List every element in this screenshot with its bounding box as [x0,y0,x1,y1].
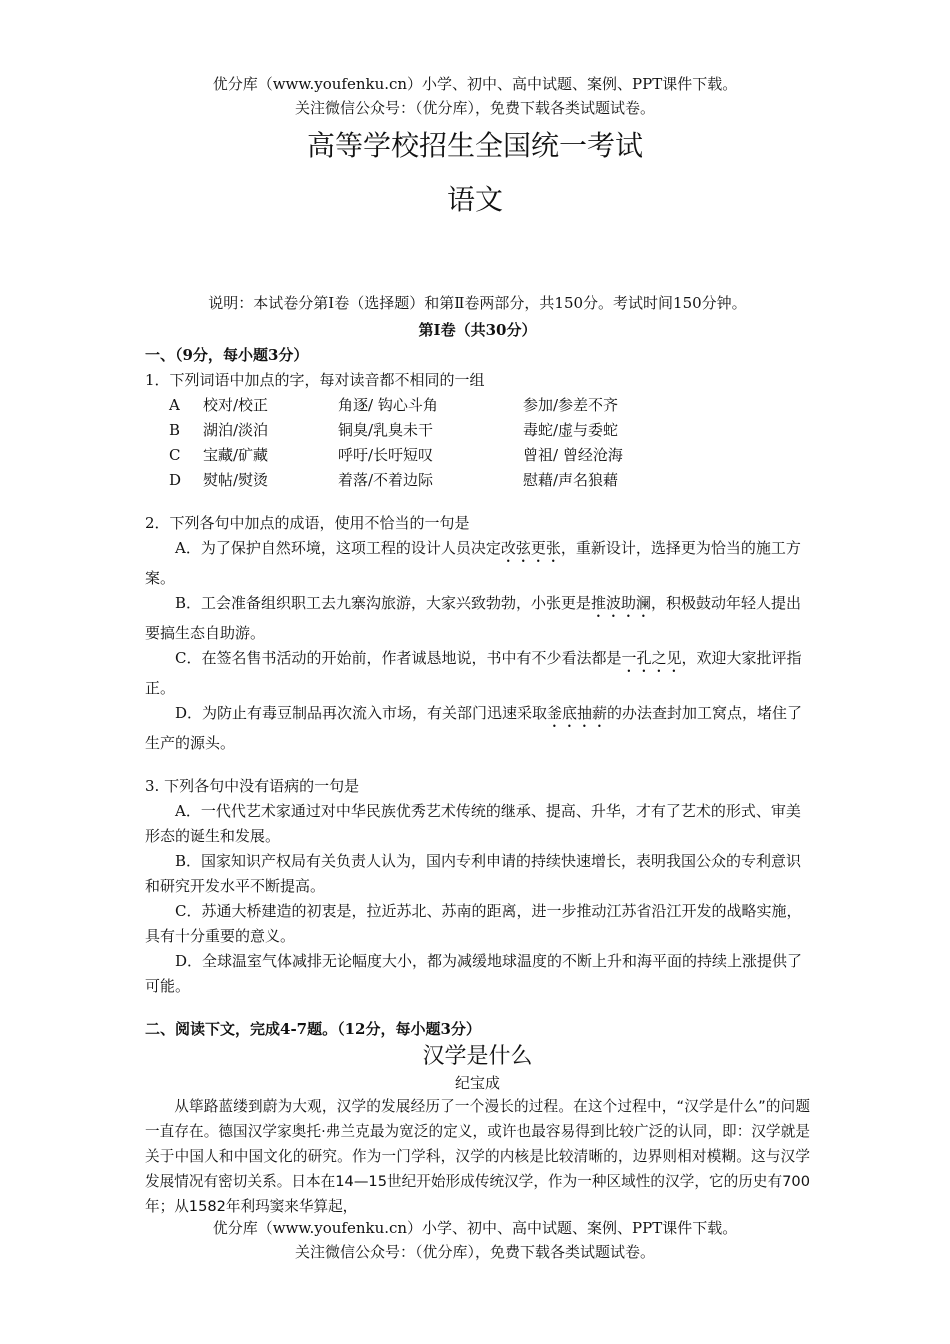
option-col-2: 铜臭/乳臭未干 [338,421,434,439]
page-header [0,72,950,120]
q1-option-b [145,418,810,443]
option-col-3: 毒蛇/虚与委蛇 [523,421,619,439]
article-paragraph: 从筚路蓝缕到蔚为大观，汉学的发展经历了一个漫长的过程。在这个过程中，“汉学是什么”的问题一直存在。德国汉学家奥托·弗兰克最为宽泛的定义，或许也最容易得到比较广泛的认同，即：汉学就是关于中国人和中国文化的研究。作为一门学科，汉学的内核是比较清晰的，边界则相对模糊。这与汉学发展情况有密切关系。日本在14—15世纪开始形成传统汉学，作为一种区域性的汉学，它的历史有700年；从1582年利玛窦来华算起， [145,1098,810,1215]
part-one-heading: 第Ⅰ卷（共30分） [418,321,537,339]
option-text: B．工会准备组织职工去九寨沟旅游，大家兴致勃勃，小张更是 [175,594,592,612]
option-col-2: 角逐/ 钩心斗角 [338,396,438,414]
option-text: C．在签名售书活动的开始前，作者诚恳地说，书中有不少看法都是 [175,649,622,667]
q2-stem: 2．下列各句中加点的成语，使用不恰当的一句是 [145,514,470,532]
q2-option-a [145,536,810,591]
q1-option-c [145,443,810,468]
header-line-1: 优分库（www.youfenku.cn）小学、初中、高中试题、案例、PPT课件下载。 [212,75,738,93]
q1-stem: 1．下列词语中加点的字，每对读音都不相同的一组 [145,371,485,389]
option-col-3: 曾祖/ 曾经沧海 [523,446,623,464]
option-letter: D [169,471,182,489]
q2-option-d [145,701,810,756]
option-text: ，重新设计，选择更为恰当的施工方案。 [145,539,801,587]
exam-title: 高等学校招生全国统一考试 [306,129,643,162]
dotted-idiom: 改弦更张 [500,539,561,557]
q1-option-a [145,393,810,418]
q1-option-d [145,468,810,493]
option-text: A．为了保护自然环境，这项工程的设计人员决定 [175,539,501,557]
option-col-1: 宝藏/矿藏 [203,446,269,464]
option-letter: B [169,421,181,439]
section-two-heading: 二、阅读下文，完成4-7题。（12分，每小题3分） [145,1020,481,1038]
option-col-2: 着落/不着边际 [338,471,434,489]
footer-line-1: 优分库（www.youfenku.cn）小学、初中、高中试题、案例、PPT课件下载。 [212,1219,738,1237]
header-line-2: 关注微信公众号：（优分库），免费下载各类试题试卷。 [294,99,655,117]
option-text: ，欢迎大家批评指正。 [145,649,802,697]
dotted-idiom: 釜底抽薪 [547,704,608,722]
option-col-2: 呼吁/长吁短叹 [338,446,434,464]
q3-stem: 3. 下列各句中没有语病的一句是 [145,777,360,795]
option-letter: C [169,446,181,464]
subject-title: 语文 [446,183,503,216]
option-letter: A [169,396,180,414]
q3-option-a: A．一代代艺术家通过对中华民族优秀艺术传统的继承、提高、升华，才有了艺术的形式、审美形态的诞生和发展。 [145,802,801,845]
questions-block [145,343,810,1219]
exam-note: 说明：本试卷分第Ⅰ卷（选择题）和第Ⅱ卷两部分，共150分。考试时间150分钟。 [208,294,747,312]
dotted-idiom: 一孔之见 [621,649,682,667]
article-title: 汉学是什么 [422,1044,533,1069]
option-text: 的办法查封加工窝点，堵住了生产的源头。 [145,704,803,752]
footer-line-2: 关注微信公众号：（优分库），免费下载各类试题试卷。 [294,1243,655,1261]
option-col-1: 湖泊/淡泊 [203,421,269,439]
q3-option-c: C．苏通大桥建造的初衷是，拉近苏北、苏南的距离，进一步推动江苏省沿江开发的战略实施，具有十分重要的意义。 [145,902,802,945]
option-col-1: 熨帖/熨烫 [203,471,269,489]
article-author: 纪宝成 [454,1074,500,1092]
q2-option-c [145,646,810,701]
q3-option-b: B．国家知识产权局有关负责人认为，国内专利申请的持续快速增长，表明我国公众的专利意识和研究开发水平不断提高。 [145,852,802,895]
dotted-idiom: 推波助澜 [591,594,652,612]
option-text: D．为防止有毒豆制品再次流入市场，有关部门迅速采取 [175,704,548,722]
option-col-1: 校对/校正 [203,396,269,414]
q3-option-d: D．全球温室气体减排无论幅度大小，都为减缓地球温度的不断上升和海平面的持续上涨提供了可能。 [145,952,803,995]
q2-option-b [145,591,810,646]
option-text: ，积极鼓动年轻人提出要搞生态自助游。 [145,594,802,642]
page-footer [0,1216,950,1264]
section-one-heading: 一、（9分，每小题3分） [145,346,309,364]
option-col-3: 慰藉/声名狼藉 [523,471,619,489]
option-col-3: 参加/参差不齐 [523,396,619,414]
